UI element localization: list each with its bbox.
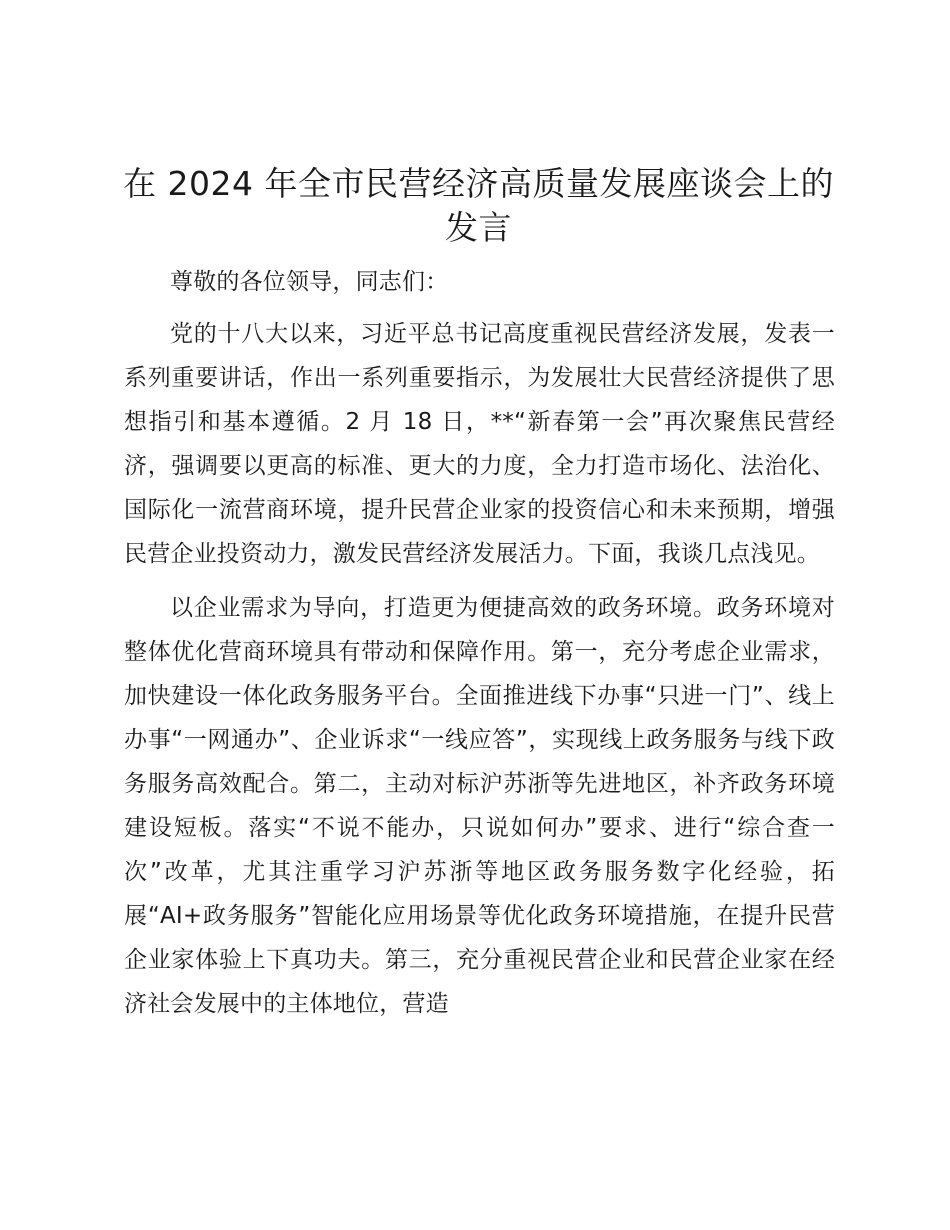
document-title: 在 2024 年全市民营经济高质量发展座谈会上的发言 [123, 164, 834, 247]
paragraph-2: 以企业需求为导向，打造更为便捷高效的政务环境。政务环境对整体优化营商环境具有带动和保障作用。第一，充分考虑企业需求，加快建设一体化政务服务平台。全面推进线下办事“只进一门”、线上办事“一网通办”、企业诉求“一线应答”，实现线上政务服务与线下政务服务高效配合。第二，主动对标沪苏浙等先进地区，补齐政务环境建设短板。落实“不说不能办，只说如何办”要求、进行“综合查一次”改革，尤其注重学习沪苏浙等地区政务服务数字化经验，拓展“AI+政务服务”智能化应用场景等优化政务环境措施，在提升民营企业家体验上下真功夫。第三，充分重视民营企业和民营企业家在经济社会发展中的主体地位，营造 [124, 595, 835, 1017]
paragraph-1: 党的十八大以来，习近平总书记高度重视民营经济发展，发表一系列重要讲话，作出一系列重要指示，为发展壮大民营经济提供了思想指引和基本遵循。2 月 18 日，**“新春第一会”再次聚焦民营经济，强调要以更高的标准、更大的力度，全力打造市场化、法治化、国际化一流营商环境，提升民营企业家的投资信心和未来预期，增强民营企业投资动力，激发民营经济发展活力。下面，我谈几点浅见。 [124, 321, 835, 567]
salutation: 尊敬的各位领导，同志们： [170, 269, 449, 295]
